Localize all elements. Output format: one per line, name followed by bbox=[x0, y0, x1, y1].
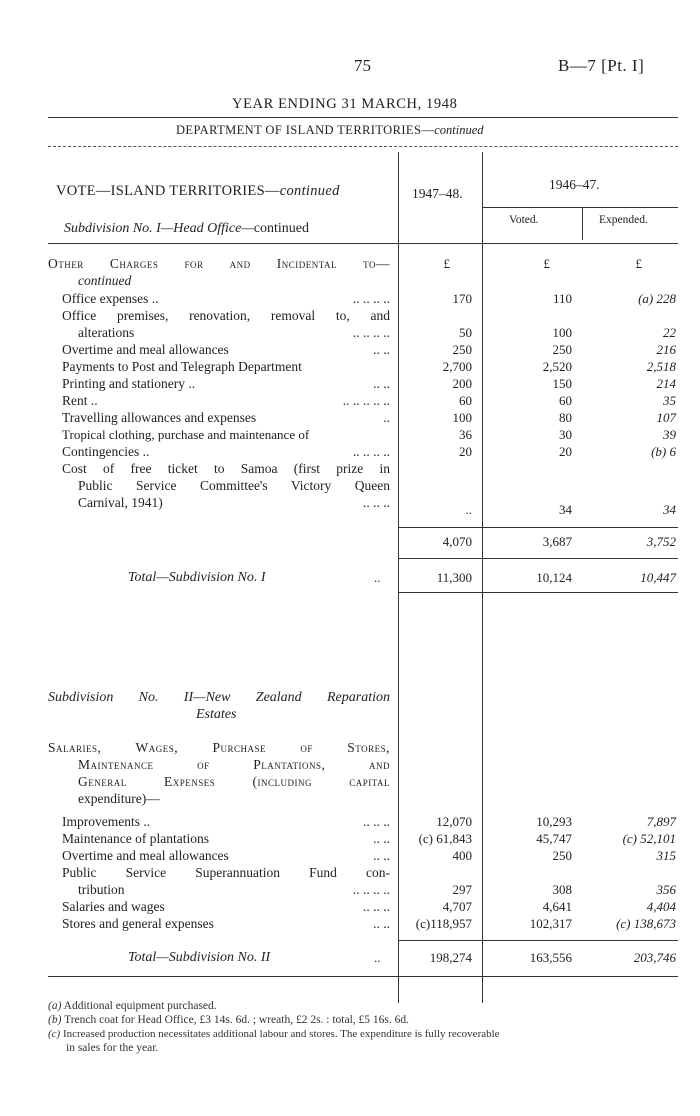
department-suffix: continued bbox=[434, 123, 484, 137]
subdivision-2-group-heading: General Expenses (including capital bbox=[78, 774, 390, 789]
value-1947: 36 bbox=[459, 427, 472, 442]
value-expended: 315 bbox=[656, 848, 676, 863]
line-item-label: Cost of free ticket to Samoa (first prize in bbox=[62, 461, 390, 476]
value-1947: 20 bbox=[459, 444, 472, 459]
currency-voted: £ bbox=[543, 256, 550, 271]
footnote-text: Increased production necessitates additional labour and stores. The expenditure is fully recoverable bbox=[62, 1028, 500, 1040]
line-item-label: Rent .. bbox=[62, 393, 98, 408]
value-expended: 22 bbox=[663, 325, 676, 340]
line-item-leaders: .. .. .. .. .. bbox=[342, 393, 390, 408]
line-item-leaders: .. .. .. .. bbox=[352, 291, 390, 306]
value-voted: 80 bbox=[559, 410, 572, 425]
table-top-rule bbox=[48, 146, 678, 147]
subdivision-1-group-heading: Other Charges for and Incidental to— bbox=[48, 256, 390, 271]
subtotal-rule bbox=[398, 527, 678, 528]
total-expended: 203,746 bbox=[633, 950, 676, 965]
value-expended: (a) 228 bbox=[638, 291, 676, 306]
line-item-leaders: .. bbox=[383, 410, 390, 425]
value-1947: (c)118,957 bbox=[415, 916, 472, 931]
line-item-leaders: .. .. .. .. bbox=[352, 882, 390, 897]
line-item-label: Office expenses .. bbox=[62, 291, 159, 306]
footnote-mark: (b) bbox=[48, 1014, 62, 1026]
line-item-leaders: .. .. bbox=[373, 848, 390, 863]
currency-1947: £ bbox=[443, 256, 450, 271]
line-item-leaders: .. .. bbox=[373, 916, 390, 931]
total-1947: 11,300 bbox=[436, 570, 472, 585]
line-item-label: Printing and stationery .. bbox=[62, 376, 196, 391]
subdivision-2-title-line2: Estates bbox=[196, 707, 237, 722]
line-item-label: Overtime and meal allowances bbox=[62, 342, 229, 357]
value-expended: 35 bbox=[663, 393, 676, 408]
total-leaders: .. bbox=[374, 950, 381, 965]
header-rule bbox=[48, 117, 678, 118]
value-expended: (b) 6 bbox=[651, 444, 676, 459]
line-item-leaders: .. .. .. bbox=[363, 814, 390, 829]
value-expended: 214 bbox=[656, 376, 676, 391]
total-2-top-rule bbox=[398, 940, 678, 941]
footnote-text: Trench coat for Head Office, £3 14s. 6d. ; wreath, £2 2s. : total, £5 16s. 6d. bbox=[64, 1014, 410, 1026]
value-expended: 7,897 bbox=[646, 814, 676, 829]
vote-title bbox=[56, 183, 340, 200]
line-item-label: Improvements .. bbox=[62, 814, 151, 829]
table-bottom-rule bbox=[48, 976, 678, 977]
subdivision-2-group-heading: Salaries, Wages, Purchase of Stores, bbox=[48, 740, 390, 755]
value-1947: 400 bbox=[452, 848, 472, 863]
line-item-label: Contingencies .. bbox=[62, 444, 150, 459]
value-expended: (c) 138,673 bbox=[616, 916, 676, 931]
line-item-label: Stores and general expenses bbox=[62, 916, 214, 931]
column-header-voted: Voted. bbox=[509, 214, 539, 226]
footnote-mark: (a) bbox=[48, 1000, 62, 1012]
value-voted: 4,641 bbox=[542, 899, 572, 914]
total-leaders: .. bbox=[374, 570, 381, 585]
value-expended: 356 bbox=[656, 882, 676, 897]
value-1947: 12,070 bbox=[436, 814, 472, 829]
value-expended: 4,404 bbox=[646, 899, 676, 914]
department-heading bbox=[176, 123, 484, 138]
header-bottom-rule bbox=[48, 243, 678, 244]
column-header-expended: Expended. bbox=[599, 214, 648, 226]
value-voted: 60 bbox=[559, 393, 572, 408]
total-expended: 10,447 bbox=[640, 570, 676, 585]
total-voted: 163,556 bbox=[529, 950, 572, 965]
column-divider-2 bbox=[482, 152, 483, 1003]
footnote-a bbox=[48, 1000, 217, 1012]
year-heading: YEAR ENDING 31 MARCH, 1948 bbox=[232, 96, 458, 112]
line-item-leaders: .. .. .. bbox=[363, 495, 390, 510]
line-item-leaders: .. .. .. bbox=[363, 899, 390, 914]
value-expended: (c) 52,101 bbox=[622, 831, 676, 846]
total-subdivision-1-label: Total—Subdivision No. I bbox=[128, 570, 266, 585]
line-item-label: Public Service Superannuation Fund con- bbox=[62, 865, 390, 880]
value-expended: 39 bbox=[663, 427, 676, 442]
document-reference: B—7 [Pt. I] bbox=[558, 56, 645, 75]
page-number: 75 bbox=[354, 56, 371, 75]
line-item-label-cont: Carnival, 1941) bbox=[78, 495, 163, 510]
subdivision-1-title-suffix: continued bbox=[253, 221, 309, 236]
total-subdivision-2-label: Total—Subdivision No. II bbox=[128, 950, 271, 965]
value-voted: 250 bbox=[552, 342, 572, 357]
line-item-leaders: .. .. bbox=[373, 831, 390, 846]
value-expended: 34 bbox=[663, 502, 676, 517]
total-voted: 10,124 bbox=[536, 570, 572, 585]
footnote-mark: (c) bbox=[48, 1028, 61, 1040]
value-expended: 2,518 bbox=[646, 359, 676, 374]
line-item-label: Office premises, renovation, removal to, and bbox=[62, 308, 390, 323]
value-1947: 170 bbox=[452, 291, 472, 306]
column-header-1947: 1947–48. bbox=[412, 186, 463, 201]
value-voted: 34 bbox=[559, 502, 572, 517]
column-divider-3 bbox=[582, 208, 583, 240]
value-voted: 20 bbox=[559, 444, 572, 459]
value-voted: 102,317 bbox=[529, 916, 572, 931]
value-1947: .. bbox=[465, 502, 472, 517]
value-voted: 2,520 bbox=[542, 359, 572, 374]
value-1947: (c) 61,843 bbox=[418, 831, 472, 846]
line-item-leaders: .. .. bbox=[373, 342, 390, 357]
line-item-label: Maintenance of plantations bbox=[62, 831, 209, 846]
vote-title-text: VOTE—ISLAND TERRITORIES— bbox=[56, 183, 280, 199]
vote-title-suffix: continued bbox=[279, 183, 340, 199]
total-bottom-rule bbox=[398, 592, 678, 593]
department-text: DEPARTMENT OF ISLAND TERRITORIES— bbox=[176, 123, 435, 137]
value-voted: 250 bbox=[552, 848, 572, 863]
value-1947: 200 bbox=[452, 376, 472, 391]
line-item-label: Travelling allowances and expenses bbox=[62, 410, 257, 425]
subtotal-voted: 3,687 bbox=[542, 534, 572, 549]
line-item-label-cont: tribution bbox=[78, 882, 125, 897]
subdivision-2-group-heading: expenditure)— bbox=[78, 791, 160, 806]
value-voted: 10,293 bbox=[536, 814, 572, 829]
line-item-label-cont: alterations bbox=[78, 325, 135, 340]
subdivision-1-title-text: Subdivision No. I—Head Office— bbox=[64, 221, 254, 236]
header-split-rule bbox=[482, 207, 678, 208]
value-voted: 100 bbox=[552, 325, 572, 340]
value-expended: 216 bbox=[656, 342, 676, 357]
value-1947: 297 bbox=[452, 882, 472, 897]
value-1947: 60 bbox=[459, 393, 472, 408]
column-divider-1 bbox=[398, 152, 399, 1003]
subdivision-1-group-heading-cont: continued bbox=[78, 273, 132, 288]
line-item-leaders: .. .. bbox=[373, 376, 390, 391]
value-1947: 50 bbox=[459, 325, 472, 340]
value-1947: 4,707 bbox=[442, 899, 472, 914]
footnote-c-cont: in sales for the year. bbox=[66, 1042, 159, 1054]
line-item-label: Overtime and meal allowances bbox=[62, 848, 229, 863]
subdivision-2-title: Subdivision No. II—New Zealand Reparation bbox=[48, 690, 390, 705]
subtotal-bottom-rule bbox=[398, 558, 678, 559]
subtotal-expended: 3,752 bbox=[646, 534, 676, 549]
line-item-label: Tropical clothing, purchase and maintenance of bbox=[62, 427, 310, 442]
subdivision-2-group-heading: Maintenance of Plantations, and bbox=[78, 757, 390, 772]
line-item-label: Payments to Post and Telegraph Department bbox=[62, 359, 302, 374]
line-item-label: Salaries and wages bbox=[62, 899, 165, 914]
footnote-b bbox=[48, 1014, 409, 1026]
subdivision-1-title bbox=[64, 221, 309, 237]
line-item-label-cont: Public Service Committee's Victory Queen bbox=[78, 478, 390, 493]
value-1947: 250 bbox=[452, 342, 472, 357]
total-1947: 198,274 bbox=[429, 950, 472, 965]
footnote-text: Additional equipment purchased. bbox=[63, 1000, 217, 1012]
subtotal-1947: 4,070 bbox=[442, 534, 472, 549]
column-header-1946: 1946–47. bbox=[549, 177, 600, 192]
value-1947: 100 bbox=[452, 410, 472, 425]
footnote-c bbox=[48, 1028, 500, 1040]
value-voted: 308 bbox=[552, 882, 572, 897]
line-item-leaders: .. .. .. .. bbox=[352, 325, 390, 340]
value-1947: 2,700 bbox=[442, 359, 472, 374]
value-voted: 150 bbox=[552, 376, 572, 391]
line-item-leaders: .. .. .. .. bbox=[352, 444, 390, 459]
value-voted: 110 bbox=[552, 291, 572, 306]
value-voted: 45,747 bbox=[536, 831, 572, 846]
value-voted: 30 bbox=[559, 427, 572, 442]
value-expended: 107 bbox=[656, 410, 676, 425]
currency-expended: £ bbox=[635, 256, 642, 271]
